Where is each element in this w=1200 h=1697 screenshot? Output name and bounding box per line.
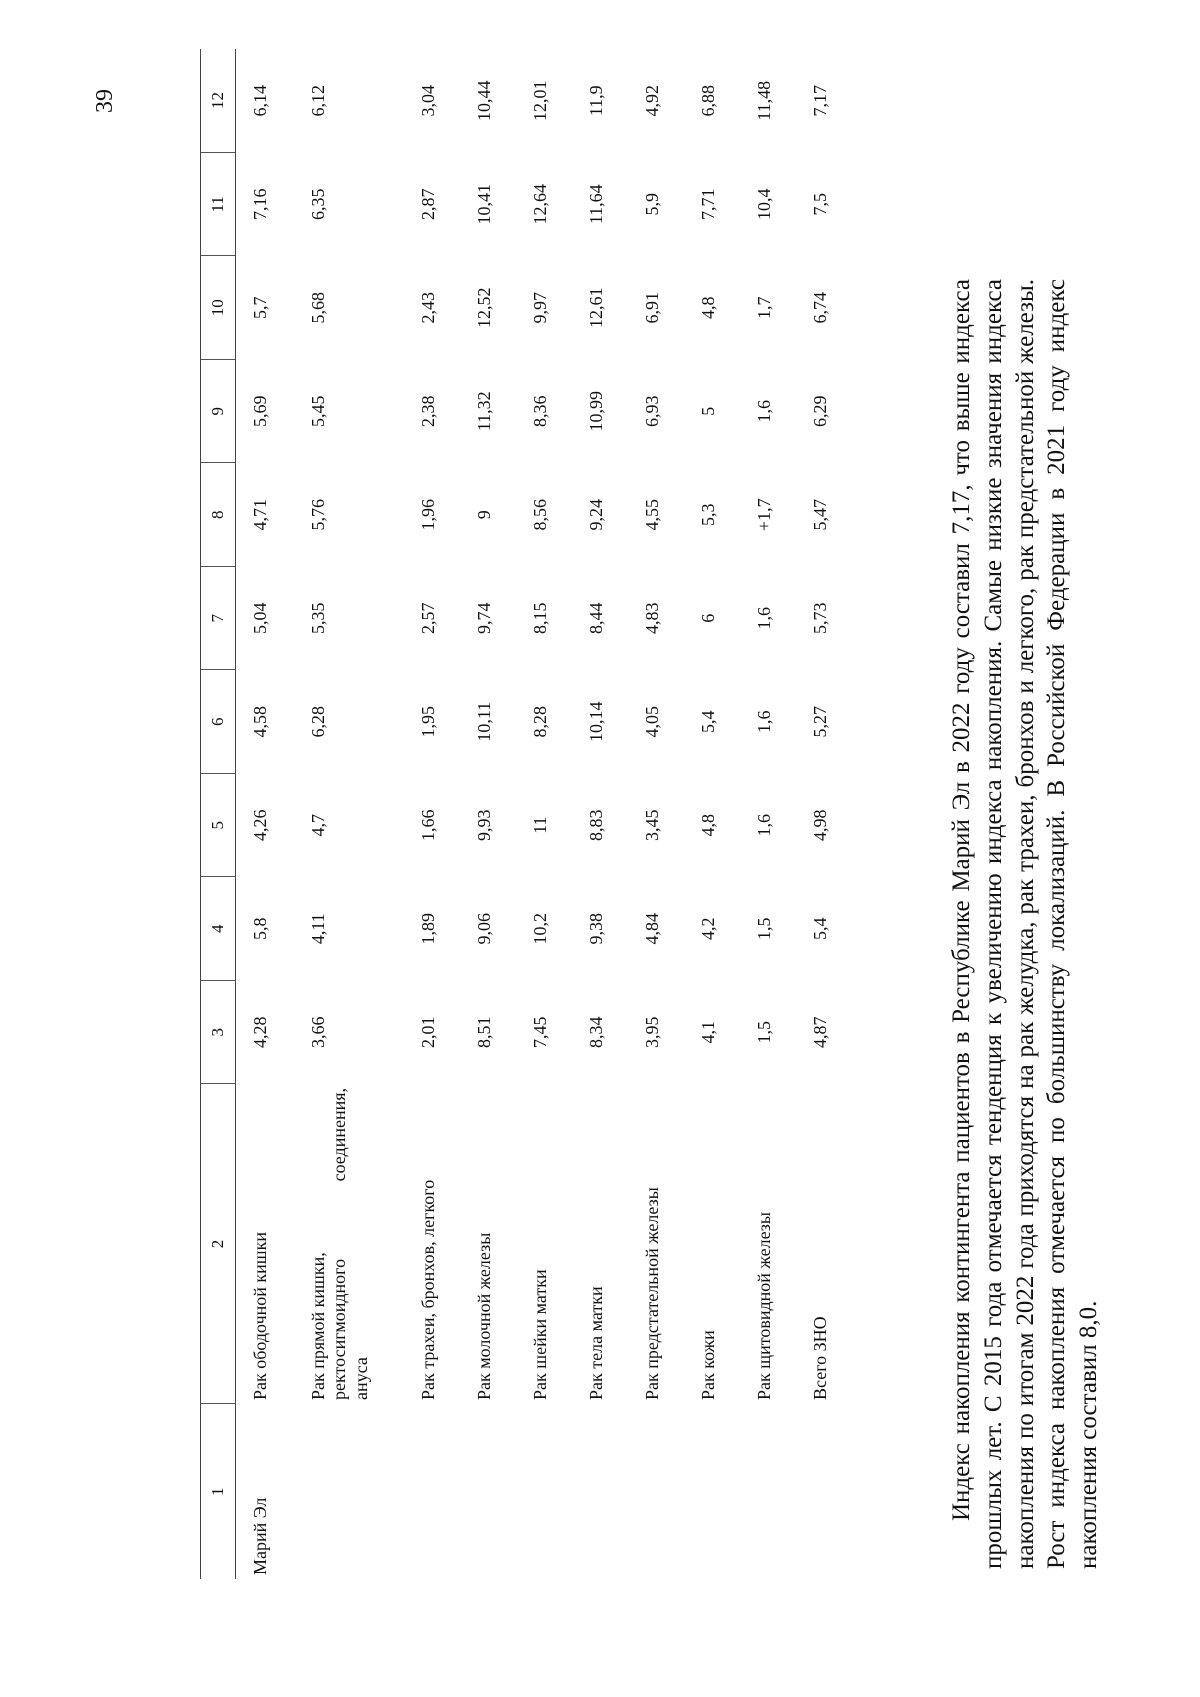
value-cell: 7,71 — [697, 188, 718, 220]
table-row — [796, 49, 852, 1579]
value-cell: 4,26 — [250, 809, 270, 841]
value-cell: 11,9 — [585, 85, 606, 117]
value-cell: 11,64 — [585, 184, 606, 225]
value-cell: 4,83 — [641, 602, 662, 634]
accumulation-index-table — [200, 49, 852, 1579]
col-header: 5 — [201, 774, 236, 878]
value-cell: 11,48 — [753, 80, 774, 121]
value-cell: 5,27 — [809, 706, 830, 738]
paragraph-text: Индекс накопления контингента пациентов в Республике Марий Эл в 2022 году составил 7,17, что выше индекса прошлых лет. С 2015 года отмечается тенденция к увеличению индекса накопления. Самые низкие значения индекса накопления по итогам 2022 года приходятся на рак желудка, рак трахеи, бронхов и легкого, рак предстательной железы. Рост индекса накопления отмечается по большинству локализаций. В Российской Федерации в 2021 году индекс накопления составил 8,0. — [948, 279, 1102, 1569]
value-cell: 6,14 — [250, 85, 270, 117]
value-cell: 12,64 — [529, 184, 550, 225]
value-cell: 6,28 — [307, 706, 328, 738]
value-cell: 1,5 — [753, 1021, 774, 1044]
value-cell: 1,89 — [417, 913, 438, 945]
value-cell: 10,4 — [753, 188, 774, 220]
value-cell: 2,87 — [417, 188, 438, 220]
value-cell: 5,4 — [809, 917, 830, 940]
value-cell: 11 — [529, 816, 550, 834]
value-cell: 10,99 — [585, 391, 606, 432]
table-row — [460, 49, 516, 1579]
value-cell: 8,83 — [585, 809, 606, 841]
table-row — [404, 49, 460, 1579]
value-cell: 6,35 — [307, 188, 328, 220]
value-cell: 9,24 — [585, 499, 606, 531]
value-cell: 1,7 — [753, 296, 774, 319]
value-cell: 4,1 — [697, 1021, 718, 1044]
value-cell: 3,95 — [641, 1016, 662, 1048]
value-cell: 4,7 — [307, 814, 328, 837]
value-cell: 6,91 — [641, 292, 662, 324]
value-cell: 5,04 — [250, 602, 270, 634]
value-cell: 9,97 — [529, 292, 550, 324]
col-header: 4 — [201, 877, 236, 981]
value-cell: 5,4 — [697, 710, 718, 733]
localization-cell: Рак ободочной кишки — [250, 1231, 270, 1400]
localization-cell: Рак щитовидной железы — [753, 1211, 774, 1400]
localization-line: ректосигмоидного соединения, — [329, 1088, 350, 1400]
table-row — [294, 49, 404, 1579]
value-cell: 10,11 — [473, 701, 494, 742]
value-cell: 5,3 — [697, 503, 718, 526]
localization-cell: Рак тела матки — [585, 1286, 606, 1400]
col-header: 11 — [201, 153, 236, 257]
value-cell: 12,52 — [473, 287, 494, 328]
value-cell: 11,32 — [473, 391, 494, 432]
table-row — [684, 49, 740, 1579]
value-cell: 7,5 — [809, 193, 830, 216]
value-cell: +1,7 — [753, 498, 774, 532]
value-cell: 8,51 — [473, 1016, 494, 1048]
localization-cell: Всего ЗНО — [809, 1316, 830, 1400]
value-cell: 1,6 — [753, 607, 774, 630]
value-cell: 1,95 — [417, 706, 438, 738]
value-cell: 4,98 — [809, 809, 830, 841]
localization-line: ануса — [350, 1357, 371, 1400]
col-header: 10 — [201, 256, 236, 360]
value-cell: 1,6 — [753, 814, 774, 837]
localization-cell: Рак молочной железы — [473, 1232, 494, 1400]
value-cell: 9,38 — [585, 913, 606, 945]
value-cell: 9,93 — [473, 809, 494, 841]
col-header: 3 — [201, 981, 236, 1085]
value-cell: 7,45 — [529, 1016, 550, 1048]
value-cell: 6,12 — [307, 85, 328, 117]
col-header: 7 — [201, 567, 236, 671]
value-cell: 6,74 — [809, 292, 830, 324]
col-header: 12 — [201, 49, 236, 153]
localization-cell: Рак предстательной железы — [641, 1187, 662, 1400]
value-cell: 10,2 — [529, 913, 550, 945]
value-cell: 5,73 — [809, 602, 830, 634]
value-cell: 1,6 — [753, 710, 774, 733]
table-row — [236, 49, 294, 1579]
summary-paragraph — [946, 279, 1105, 1569]
value-cell: 1,96 — [417, 499, 438, 531]
value-cell: 4,87 — [809, 1016, 830, 1048]
value-cell: 5,8 — [250, 917, 270, 940]
table-row — [628, 49, 684, 1579]
value-cell: 4,8 — [697, 296, 718, 319]
value-cell: 10,14 — [585, 701, 606, 742]
value-cell: 9,74 — [473, 602, 494, 634]
value-cell: 10,44 — [473, 80, 494, 121]
value-cell: 5,76 — [307, 499, 328, 531]
value-cell: 5,45 — [307, 395, 328, 427]
value-cell: 3,45 — [641, 809, 662, 841]
col-header: 9 — [201, 360, 236, 464]
value-cell: 4,92 — [641, 85, 662, 117]
value-cell: 8,56 — [529, 499, 550, 531]
value-cell: 5,35 — [307, 602, 328, 634]
value-cell: 4,8 — [697, 814, 718, 837]
value-cell: 4,2 — [697, 917, 718, 940]
value-cell: 8,36 — [529, 395, 550, 427]
localization-cell: Рак трахеи, бронхов, легкого — [417, 1179, 438, 1400]
value-cell: 5,47 — [809, 499, 830, 531]
value-cell: 3,66 — [307, 1016, 328, 1048]
col-header: 1 — [201, 1404, 236, 1579]
table-row — [516, 49, 572, 1579]
value-cell: 6,29 — [809, 395, 830, 427]
value-cell: 6,88 — [697, 85, 718, 117]
value-cell: 4,28 — [250, 1016, 270, 1048]
value-cell: 5,68 — [307, 292, 328, 324]
table-header-row — [201, 49, 236, 1579]
table-row — [572, 49, 628, 1579]
value-cell: 7,16 — [250, 188, 270, 220]
value-cell: 8,15 — [529, 602, 550, 634]
table-body — [236, 49, 852, 1579]
value-cell: 12,61 — [585, 287, 606, 328]
value-cell: 10,41 — [473, 184, 494, 225]
table-row — [740, 49, 796, 1579]
value-cell: 4,84 — [641, 913, 662, 945]
value-cell: 6 — [697, 613, 718, 623]
value-cell: 8,34 — [585, 1016, 606, 1048]
value-cell: 5,9 — [641, 193, 662, 216]
value-cell: 4,71 — [250, 499, 270, 531]
value-cell: 4,05 — [641, 706, 662, 738]
value-cell: 8,28 — [529, 706, 550, 738]
value-cell: 2,57 — [417, 602, 438, 634]
page-number: 39 — [92, 89, 118, 113]
value-cell: 9,06 — [473, 913, 494, 945]
localization-line: Рак прямой кишки, — [307, 1252, 328, 1400]
value-cell: 12,01 — [529, 80, 550, 121]
col-header: 6 — [201, 670, 236, 774]
col-header: 2 — [201, 1084, 236, 1404]
value-cell: 9 — [473, 510, 494, 520]
col-header: 8 — [201, 463, 236, 567]
value-cell: 3,04 — [417, 85, 438, 117]
value-cell: 4,55 — [641, 499, 662, 531]
localization-cell: Рак кожи — [697, 1330, 718, 1400]
value-cell: 6,93 — [641, 395, 662, 427]
value-cell: 2,38 — [417, 395, 438, 427]
value-cell: 5,69 — [250, 395, 270, 427]
value-cell: 8,44 — [585, 602, 606, 634]
value-cell: 4,58 — [250, 706, 270, 738]
value-cell: 7,17 — [809, 85, 830, 117]
localization-cell: Рак шейки матки — [529, 1269, 550, 1400]
value-cell: 1,5 — [753, 917, 774, 940]
value-cell: 2,01 — [417, 1016, 438, 1048]
value-cell: 5,7 — [250, 296, 270, 319]
value-cell: 5 — [697, 406, 718, 416]
value-cell: 1,6 — [753, 400, 774, 423]
localization-cell — [294, 1084, 404, 1404]
value-cell: 2,43 — [417, 292, 438, 324]
region-cell: Марий Эл — [250, 1497, 270, 1575]
value-cell: 1,66 — [417, 809, 438, 841]
value-cell: 4,11 — [307, 913, 328, 945]
